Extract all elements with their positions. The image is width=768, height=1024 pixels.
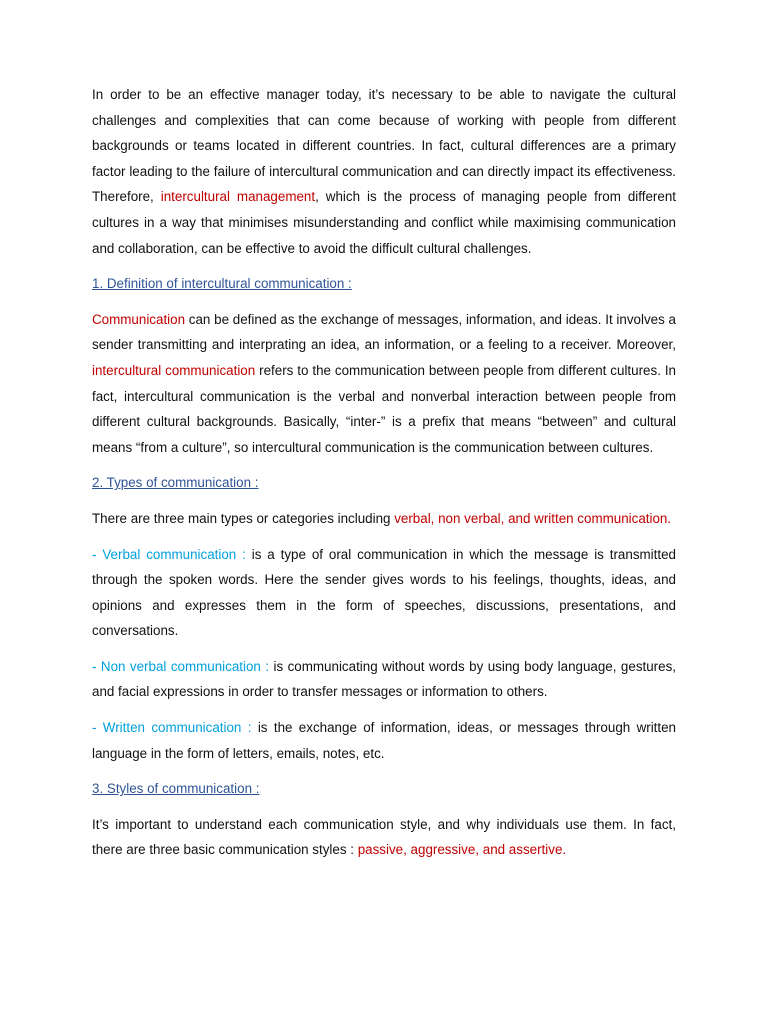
styles-paragraph	[92, 812, 676, 863]
intro-highlight: intercultural management	[160, 189, 316, 205]
styles-text: It’s important to understand each communication style, and why individuals use them. In fact, there are three basic communication styles :	[92, 816, 676, 858]
section-3-heading: 3. Styles of communication :	[92, 781, 260, 797]
non-verbal-term: - Non verbal communication :	[92, 658, 270, 674]
section-2-heading: 2. Types of communication :	[92, 475, 259, 491]
non-verbal-text: is communicating without words by using body language, gestures, and facial expressions in order to transfer messages or information to others.	[92, 658, 676, 700]
intro-text-2: , which is the process of managing people from different cultures in a way that minimises misunderstanding and conflict while maximising communication and collaboration, can be effective to avoid the difficult cultural challenges.	[92, 189, 676, 256]
list-item	[92, 654, 676, 705]
term-intercultural-communication: intercultural communication	[92, 362, 256, 378]
types-intro-paragraph	[92, 506, 676, 532]
types-intro-highlight: verbal, non verbal, and written communication.	[394, 510, 672, 526]
verbal-text: is a type of oral communication in which the message is transmitted through the spoken words. Here the sender gives words to his feelings, thoughts, ideas, and opinions and expresses them in the form of speeches, discussions, presentations, and conversations.	[92, 546, 676, 639]
written-term: - Written communication :	[92, 720, 252, 736]
section-1-heading: 1. Definition of intercultural communication :	[92, 276, 352, 292]
styles-highlight: passive, aggressive, and assertive	[357, 842, 563, 858]
types-intro-text: There are three main types or categories including	[92, 510, 395, 526]
definition-text-1: can be defined as the exchange of messages, information, and ideas. It involves a sender transmitting and interprating an idea, an information, or a feeling to a receiver. Moreover,	[92, 311, 676, 353]
verbal-term: - Verbal communication :	[92, 546, 246, 562]
written-text: is the exchange of information, ideas, or messages through written language in the form of letters, emails, notes, etc.	[92, 720, 677, 761]
intro-paragraph	[92, 82, 676, 261]
definition-text-2: refers to the communication between people from different cultures. In fact, intercultural communication is the verbal and nonverbal interaction between people from different cultural backgrounds. Basically, “inter-” is a prefix that means “between” and cultural means “from a culture”, so intercultural communication is the communication between cultures.	[92, 362, 676, 455]
definition-paragraph	[92, 307, 676, 461]
styles-end: .	[562, 842, 567, 858]
term-communication: Communication	[92, 311, 186, 327]
list-item	[92, 715, 676, 766]
list-item	[92, 542, 676, 644]
intro-text-1: In order to be an effective manager today, it’s necessary to be able to navigate the cultural challenges and complexities that can come because of working with people from different backgrounds or teams located in different countries. In fact, cultural differences are a primary factor leading to the failure of intercultural communication and can directly impact its effectiveness. Therefore,	[92, 87, 676, 205]
